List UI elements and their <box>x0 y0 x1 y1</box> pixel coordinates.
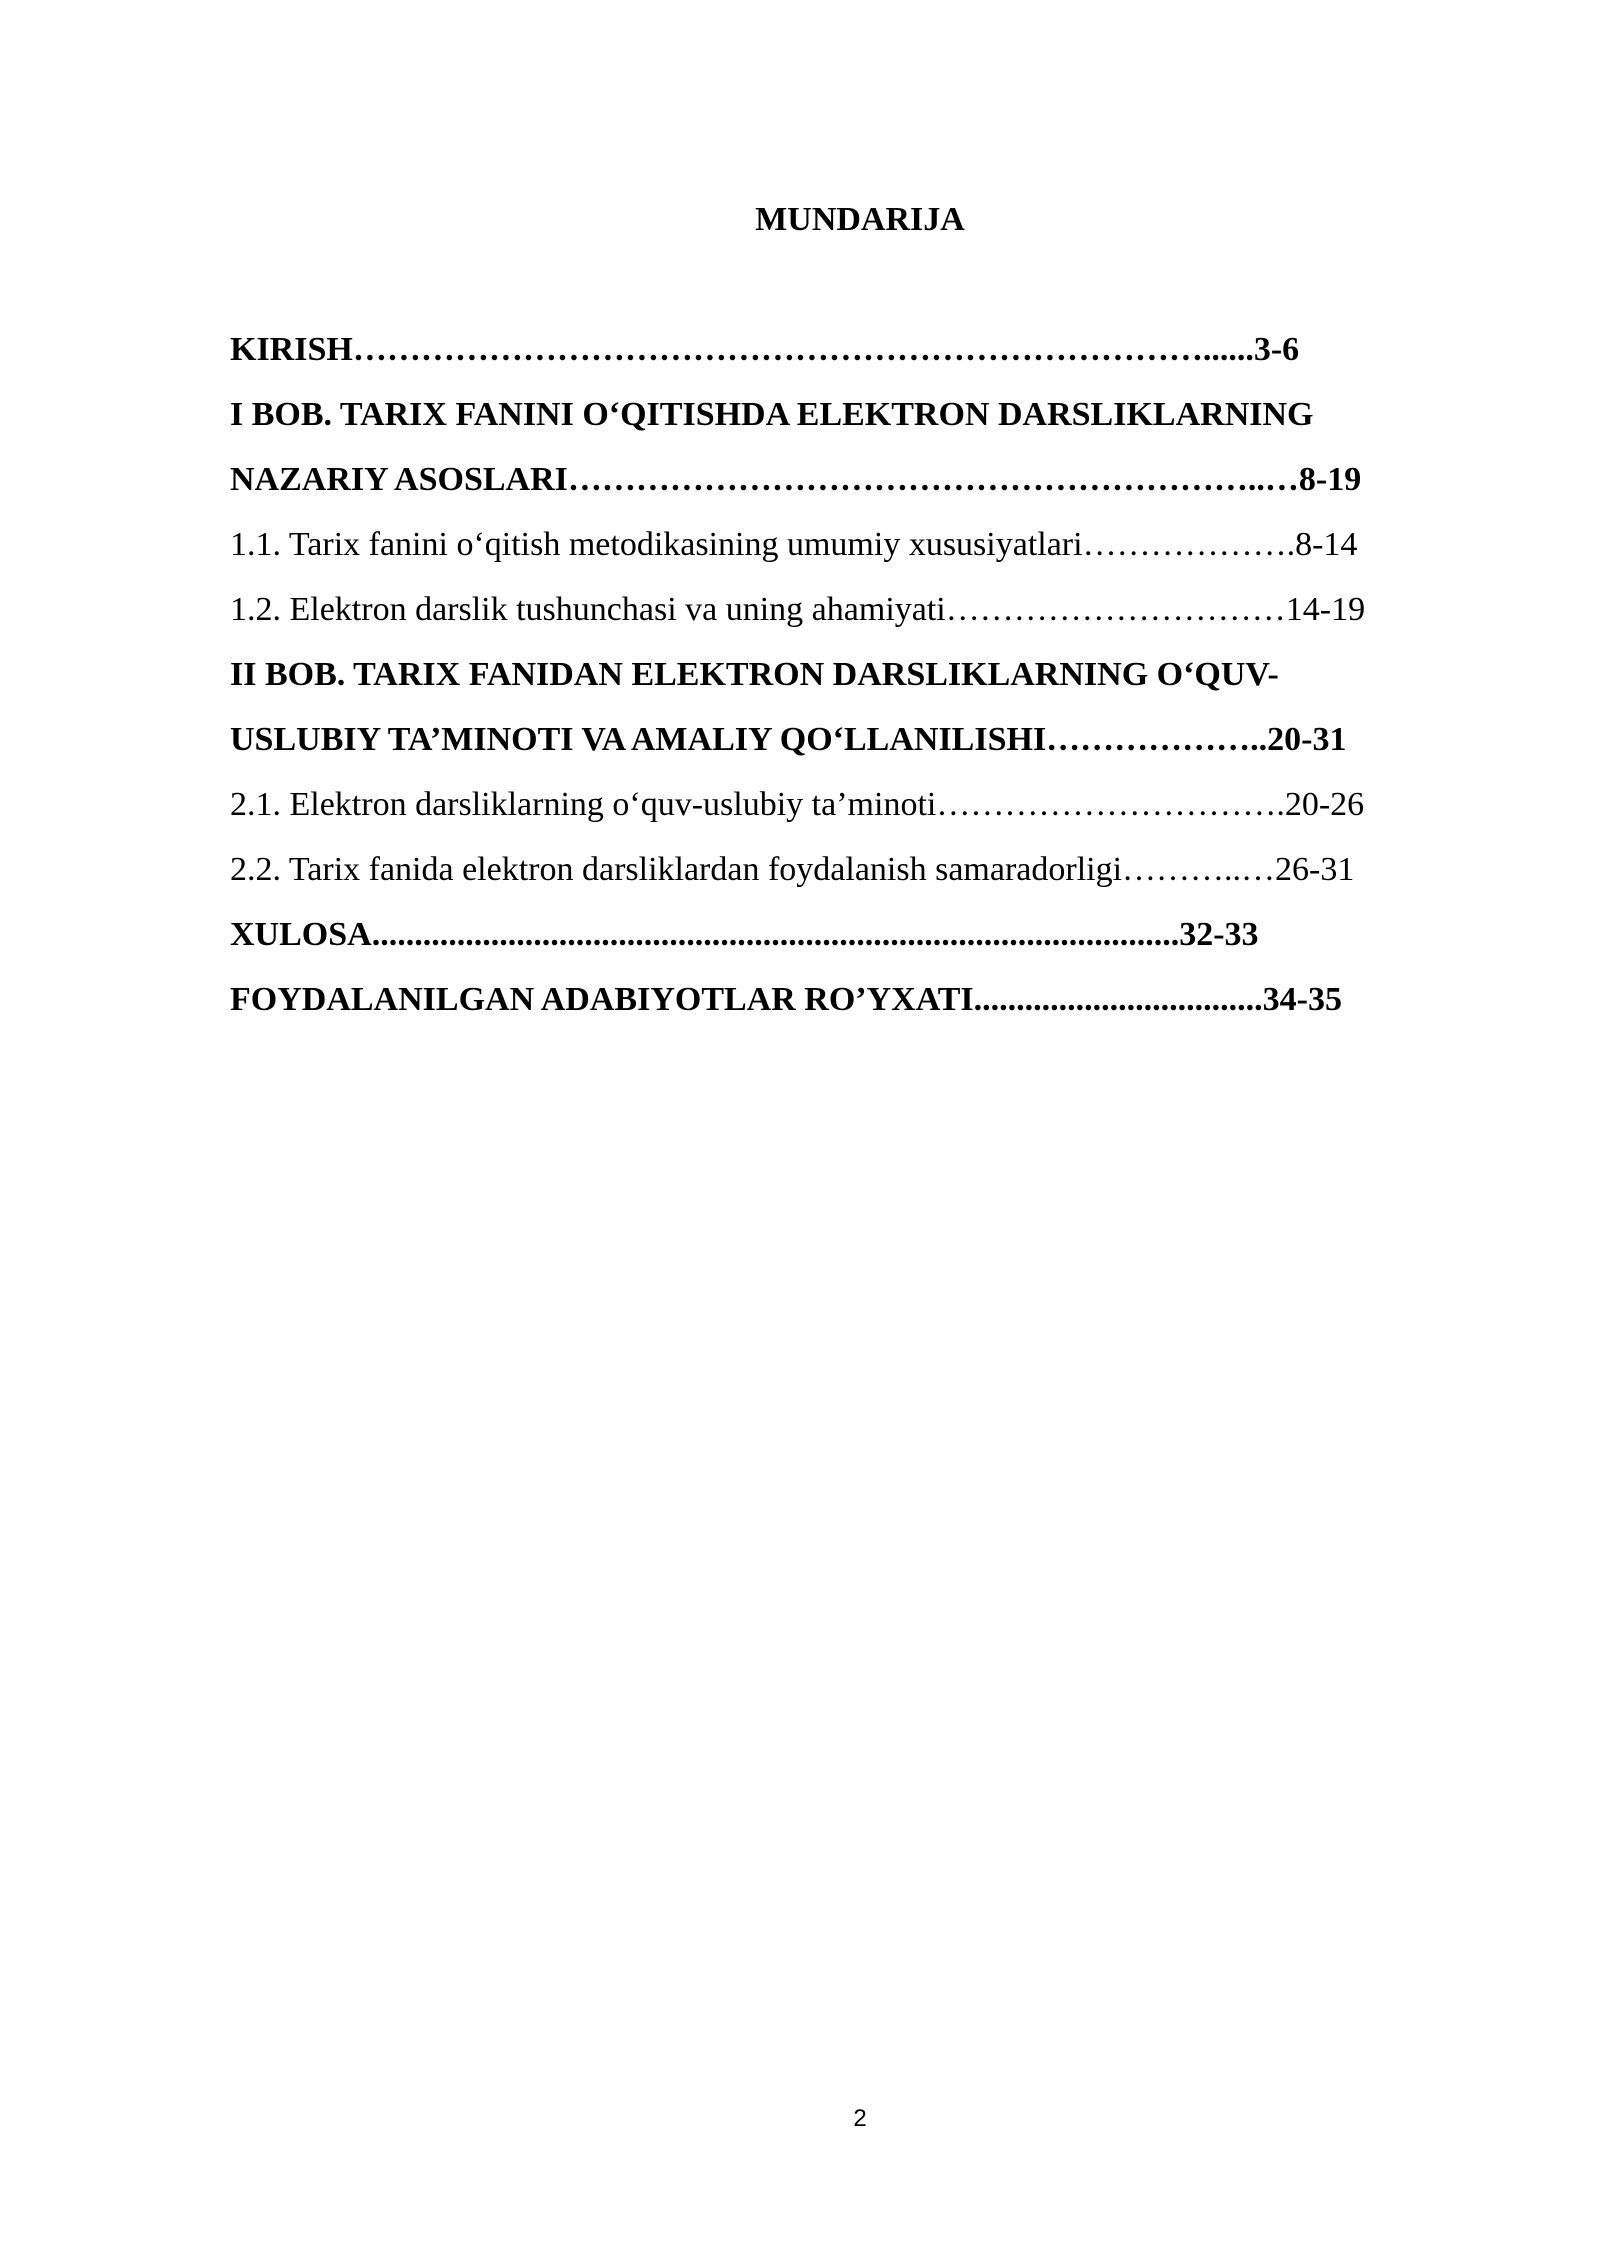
toc-entry-section-2-2: 2.2. Tarix fanida elektron darsliklardan foydalanish samaradorligi………..…26-31 <box>230 851 1355 888</box>
toc-entry-xulosa: XULOSA...............................................................................................32-33 <box>230 916 1259 953</box>
toc-entry-section-1-1: 1.1. Tarix fanini o‘qitish metodikasining umumiy xususiyatlari……………….8-14 <box>230 526 1358 563</box>
toc-entry-chapter-1-line-2: NAZARIY ASOSLARI……………………………………………………..…8-19 <box>230 461 1362 498</box>
toc-entry-chapter-2-line-1: II BOB. TARIX FANIDAN ELEKTRON DARSLIKLARNING O‘QUV- <box>230 656 1279 693</box>
toc-entry-section-2-1: 2.1. Elektron darsliklarning o‘quv-uslubiy ta’minoti………………………….20-26 <box>230 786 1365 823</box>
toc-entry-references: FOYDALANILGAN ADABIYOTLAR RO’YXATI..................................34-35 <box>230 981 1342 1018</box>
toc-entry-chapter-2-line-2: USLUBIY TA’MINOTI VA AMALIY QO‘LLANILISHI………………..20-31 <box>230 721 1347 758</box>
toc-entry-kirish: KIRISH…………………………………………………………………......3-6 <box>230 331 1300 368</box>
table-of-contents <box>230 326 1530 1041</box>
toc-entry-section-1-2: 1.2. Elektron darslik tushunchasi va uning ahamiyati…………………………14-19 <box>230 591 1366 628</box>
toc-entry-chapter-1-line-1: I BOB. TARIX FANINI O‘QITISHDA ELEKTRON DARSLIKLARNING <box>230 396 1314 433</box>
page-number: 2 <box>853 2105 867 2132</box>
page-title: MUNDARIJA <box>755 201 965 238</box>
